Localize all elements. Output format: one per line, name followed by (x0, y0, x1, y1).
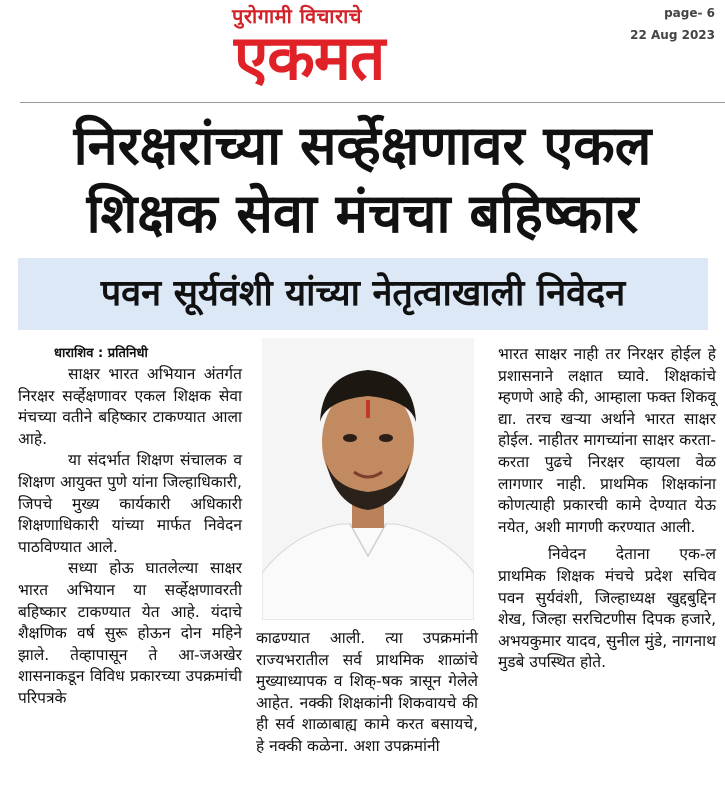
headline-line-1: निरक्षरांच्या सर्व्हेक्षणावर एकल (73, 114, 652, 177)
paragraph: या संदर्भात शिक्षण संचालक व शिक्षण आयुक्त पुणे यांना जिल्हाधिकारी, जिपचे मुख्य कार्यकारी अधिकारी शिक्षणाधिकारी यांच्या मार्फत निवेदन पाठविण्यात आले. (18, 451, 242, 556)
masthead (0, 0, 725, 104)
page-number: page- 6 (664, 6, 715, 20)
newspaper-logo: एकमत (234, 21, 385, 94)
newspaper-tagline: पुरोगामी विचाराचे (232, 4, 363, 28)
portrait-photo (262, 338, 474, 620)
paragraph: सध्या होऊ घातलेल्या साक्षर भारत अभियान या सर्व्हेक्षणावरती बहिष्कार टाकण्यात येत आहे. यंदाचे शैक्षणिक वर्ष सुरू होऊन दोन महिने झाले. तेव्हापासून ते आ-जअखेर शासनाकडून विविध प्रकारच्या उपक्रमांची परिपत्रके (18, 559, 242, 707)
publication-date: 22 Aug 2023 (630, 28, 715, 42)
portrait-image (262, 338, 474, 620)
paragraph: निवेदन देताना एक-ल प्राथमिक शिक्षक मंचचे प्रदेश सचिव पवन सुर्यवंशी, जिल्हाध्यक्ष खुद्दबुद्दिन शेख, जिल्हा सरचिटणीस दिपक हजारे, अभयकुमार यादव, सुनील मुंडे, नागनाथ मुडबे उपस्थित होते. (498, 545, 716, 672)
paragraph: काढण्यात आली. त्या उपक्रमांनी राज्यभरातील सर्व प्राथमिक शाळांचे मुख्याध्यापक व शिक्-षक त्रासून गेलेले आहेत. नक्की शिक्षकांनी शिकवायचे की ही सर्व शाळाबाह्य कामे करत बसायचे, हे नक्की कळेना. अशा उपक्रमांनी (256, 629, 478, 755)
paragraph: साक्षर भारत अभियान अंतर्गत निरक्षर सर्व्हेक्षणावर एकल शिक्षक सेवा मंचच्या वतीने बहिष्कार टाकण्यात आला आहे. (18, 365, 242, 448)
headline (0, 112, 725, 248)
subheadline: पवन सूर्यवंशी यांच्या नेतृत्वाखाली निवेदन (100, 273, 626, 314)
paragraph: भारत साक्षर नाही तर निरक्षर होईल हे प्रशासनाने लक्षात घ्यावे. शिक्षकांचे म्हणणे आहे की, आम्हाला फक्त शिकवू द्या. तरच खऱ्या अर्थाने भारत साक्षर होईल. नाहीतर मागच्यांना साक्षर करता-करता पुढचे निरक्षर व्हायला वेळ लागणार नाही. प्राथमिक शिक्षकांना कोणत्याही प्रकारची कामे देण्यात येऊ नयेत, अशी मागणी करण्यात आली. (498, 345, 716, 536)
dateline: धाराशिव : प्रतिनिधी (54, 346, 148, 361)
article-column-left (18, 344, 242, 710)
masthead-divider (20, 102, 725, 103)
article-column-right (498, 344, 716, 674)
article-column-middle (256, 628, 478, 758)
headline-line-2: शिक्षक सेवा मंचचा बहिष्कार (86, 182, 639, 245)
